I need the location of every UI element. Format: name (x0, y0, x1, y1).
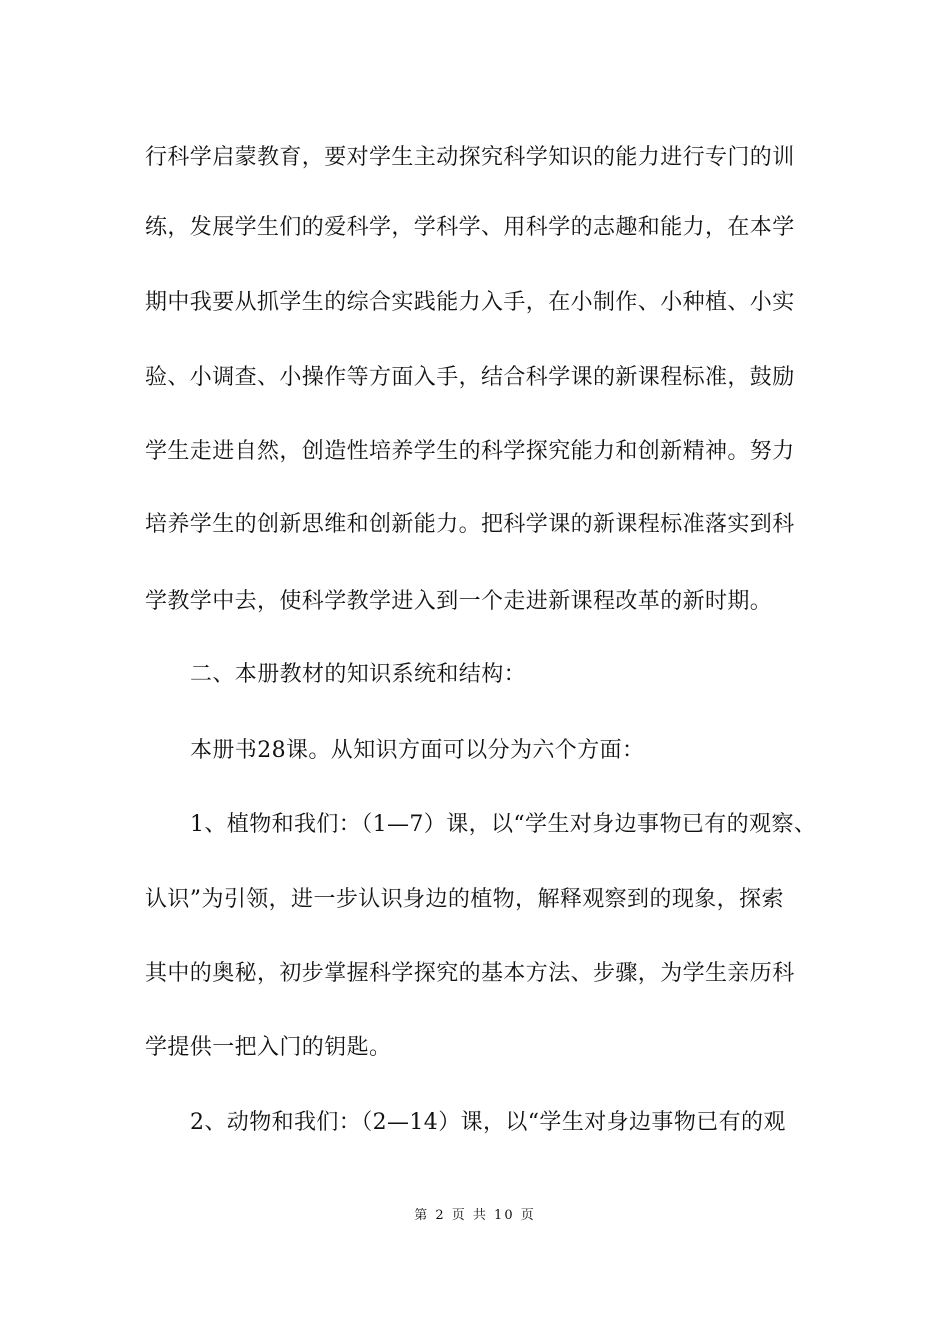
body-text-line: 培养学生的创新思维和创新能力。把科学课的新课程标准落实到科 (145, 512, 795, 537)
body-text-line: 学生走进自然，创造性培养学生的科学探究能力和创新精神。努力 (145, 439, 795, 464)
list-item-animals: 2、动物和我们：（2—14）课，以“学生对身边事物已有的观 (190, 1110, 786, 1135)
body-text-line: 认识”为引领，进一步认识身边的植物，解释观察到的现象，探索 (145, 887, 784, 912)
body-text-line: 学教学中去，使科学教学进入到一个走进新课程改革的新时期。 (145, 589, 773, 614)
body-text-line: 本册书28课。从知识方面可以分为六个方面： (190, 738, 645, 763)
body-text-line: 学提供一把入门的钥匙。 (145, 1035, 392, 1060)
body-text-line: 其中的奥秘，初步掌握科学探究的基本方法、步骤，为学生亲历科 (145, 961, 795, 986)
body-text-line: 练，发展学生们的爱科学，学科学、用科学的志趣和能力，在本学 (145, 215, 795, 240)
body-text-line: 行科学启蒙教育，要对学生主动探究科学知识的能力进行专门的训 (145, 145, 795, 170)
page-footer: 第 2 页 共 10 页 (414, 1208, 536, 1223)
body-text-line: 验、小调查、小操作等方面入手，结合科学课的新课程标准，鼓励 (145, 365, 795, 390)
body-text-line: 期中我要从抓学生的综合实践能力入手，在小制作、小种植、小实 (145, 290, 795, 315)
section-heading: 二、本册教材的知识系统和结构： (190, 662, 527, 687)
list-item-plants: 1、植物和我们：（1—7）课，以“学生对身边事物已有的观察、 (190, 812, 817, 837)
